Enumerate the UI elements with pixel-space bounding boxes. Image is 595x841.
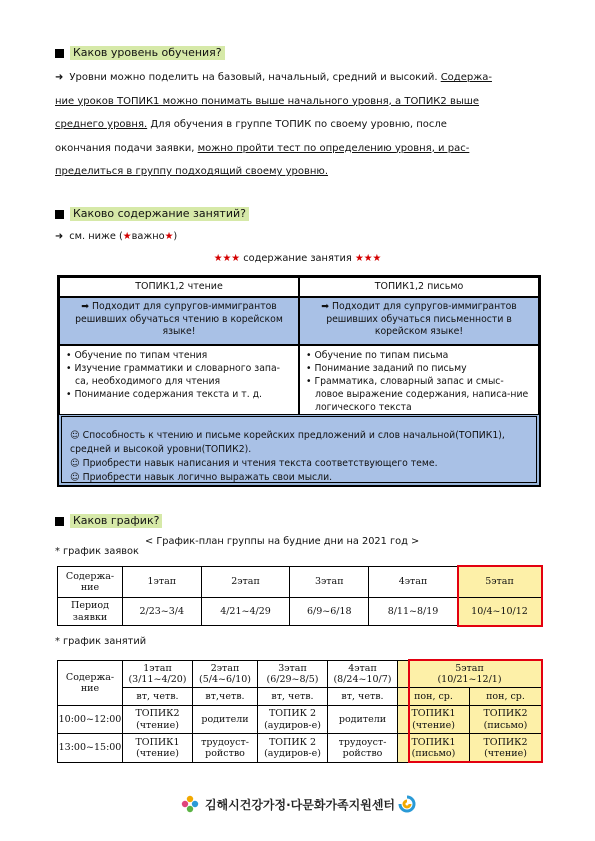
text: важно — [131, 231, 165, 242]
text: график заявок — [63, 546, 139, 557]
class-cell: ТОПИК2 (чтение) — [123, 706, 193, 734]
stage-cell: 1этап (3/11~4/20) — [123, 661, 193, 688]
class-cell: ТОПИК1 (чтение) — [123, 734, 193, 763]
text: Подходит для супругов-иммигрантов решивших обучаться чтению в корейском языке! — [75, 301, 283, 337]
writing-items-cell — [299, 345, 539, 415]
text: содержание занятия — [243, 253, 352, 264]
square-bullet-icon — [55, 210, 64, 219]
period-cell: 2/23~3/4 — [123, 598, 202, 626]
class-cell: трудоуст- ройство — [328, 734, 398, 763]
text: Содержа- — [440, 72, 492, 83]
arrow-icon: ➜ — [55, 72, 64, 83]
class-cell: ТОПИК2 (письмо) — [470, 706, 542, 734]
class-cell: ТОПИК1 (чтение) — [398, 706, 470, 734]
stage-cell: 4этап — [369, 567, 458, 598]
days-cell: пон, ср. — [470, 688, 542, 706]
time-cell: 13:00~15:00 — [58, 734, 123, 763]
class-cell: трудоуст- ройство — [193, 734, 258, 763]
time-cell: 10:00~12:00 — [58, 706, 123, 734]
days-cell: пон, ср. — [398, 688, 470, 706]
arrow-box-icon: ➡ — [321, 301, 329, 312]
stage-cell: 1этап — [123, 567, 202, 598]
star-icon: ★ — [122, 231, 132, 242]
list-item: • Понимание заданий по письму — [306, 363, 467, 374]
section-2-heading — [55, 207, 249, 221]
days-cell: вт, четв. — [258, 688, 328, 706]
arrow-icon: ➜ — [55, 231, 64, 242]
stage-cell: 2этап — [201, 567, 290, 598]
stars-icon: ★★★ — [213, 253, 241, 264]
stars-icon: ★★★ — [354, 253, 382, 264]
class-cell: ТОПИК1 (письмо) — [398, 734, 470, 763]
text: график занятий — [63, 636, 147, 647]
plan-title: < График-план группы на будние дни на 2021 год > — [145, 536, 420, 547]
text: Подходит для супругов-иммигрантов решивших обучаться письменности в корейском языке! — [326, 301, 517, 337]
text: ) — [173, 231, 178, 242]
class-cell: родители — [328, 706, 398, 734]
period-cell: 8/11~8/19 — [369, 598, 458, 626]
text: Изучение грамматики и словарного запа-са, необходимого для чтения — [74, 363, 281, 387]
row-header: Содержа- ние — [58, 567, 123, 598]
stage-cell: 2этап (5/4~6/10) — [193, 661, 258, 688]
text: Обучение по типам письма — [314, 350, 449, 361]
reading-target-cell — [59, 297, 299, 345]
class-cell: ТОПИК2 (чтение) — [470, 734, 542, 763]
class-schedule-label: * график занятий — [55, 636, 147, 647]
stage-cell: 3этап (6/29~8/5) — [258, 661, 328, 688]
list-item: • Обучение по типам письма — [306, 350, 449, 361]
section-title: Каков уровень обучения? — [70, 46, 225, 60]
days-cell: вт, четв. — [123, 688, 193, 706]
writing-column-header: ТОПИК1,2 письмо — [299, 277, 539, 297]
arrow-box-icon: ➡ — [81, 301, 89, 312]
text: Уровни можно поделить на базовый, начальный, средний и высокий. — [69, 72, 438, 83]
goal-item: ☺ Приобрести навык логично выражать свои мысли. — [70, 472, 333, 483]
text: можно пройти тест по определению уровня, и рас- — [197, 142, 470, 154]
section-title: Каково содержание занятий? — [70, 207, 249, 221]
square-bullet-icon — [55, 517, 64, 526]
text: Для обучения в группе ТОПИК по своему уровню, после — [150, 119, 447, 130]
list-item: • Грамматика, словарный запас и смыс-ловое выражение содержания, написа-ние логического текста — [306, 376, 529, 413]
list-item: • Обучение по типам чтения — [66, 350, 208, 361]
section-title: Каков график? — [70, 514, 162, 528]
text: пределиться в группу подходящий своему уровню. — [55, 166, 329, 177]
class-schedule-table — [57, 660, 542, 763]
text: ние уроков ТОПИК1 можно понимать выше начального уровня, а ТОПИК2 выше — [55, 95, 480, 107]
square-bullet-icon — [55, 49, 64, 58]
text: Обучение по типам чтения — [74, 350, 208, 361]
stage-cell: 4этап (8/24~10/7) — [328, 661, 398, 688]
goal-item: ☺ Способность к чтению и письме корейских предложений и слов начальной(ТОПИК1), средней и высокой уровни(ТОПИК2). — [70, 430, 505, 455]
row-header: Период заявки — [58, 598, 123, 626]
content-table — [57, 275, 541, 487]
center-logo-icon — [179, 793, 201, 815]
period-cell: 6/9~6/18 — [290, 598, 369, 626]
goals-cell — [61, 416, 537, 483]
apply-schedule-table — [57, 566, 542, 626]
text: среднего уровня. — [55, 119, 148, 130]
swirl-logo-icon — [398, 795, 416, 813]
days-cell: вт,четв. — [193, 688, 258, 706]
text: окончания подачи заявки, — [55, 142, 195, 154]
class-cell: ТОПИК 2 (аудиров-е) — [258, 706, 328, 734]
reading-column-header: ТОПИК1,2 чтение — [59, 277, 299, 297]
section-3-heading — [55, 514, 162, 528]
stage-cell: 3этап — [290, 567, 369, 598]
goal-item: ☺ Приобрести навык написания и чтения текста соответствующего теме. — [70, 458, 438, 469]
text: Понимание заданий по письму — [314, 363, 467, 374]
organization-name: 김해시건강가정·다문화가족지원센터 — [204, 797, 396, 812]
writing-target-cell — [299, 297, 539, 345]
level-paragraph — [55, 66, 540, 184]
list-item: • Изучение грамматики и словарного запа-са, необходимого для чтения — [66, 363, 281, 387]
list-item: • Понимание содержания текста и т. д. — [66, 389, 262, 400]
row-header: Содержа- ние — [58, 661, 123, 706]
footer-logo — [0, 793, 595, 815]
content-table-title — [0, 253, 595, 264]
stage-cell: 5этап (10/21~12/1) — [398, 661, 542, 688]
see-below-note — [55, 231, 177, 242]
class-cell: родители — [193, 706, 258, 734]
section-1-heading — [55, 46, 225, 60]
text: см. ниже ( — [69, 231, 123, 242]
apply-schedule-label: * график заявок — [55, 546, 139, 557]
class-cell: ТОПИК 2 (аудиров-е) — [258, 734, 328, 763]
reading-items-cell — [59, 345, 299, 415]
text: Грамматика, словарный запас и смыс-ловое выражение содержания, написа-ние логического текста — [314, 376, 529, 413]
period-cell: 4/21~4/29 — [201, 598, 290, 626]
text: Понимание содержания текста и т. д. — [74, 389, 262, 400]
days-cell: вт, четв. — [328, 688, 398, 706]
stage-cell: 5этап — [458, 567, 542, 598]
period-cell: 10/4~10/12 — [458, 598, 542, 626]
star-icon: ★ — [164, 231, 174, 242]
